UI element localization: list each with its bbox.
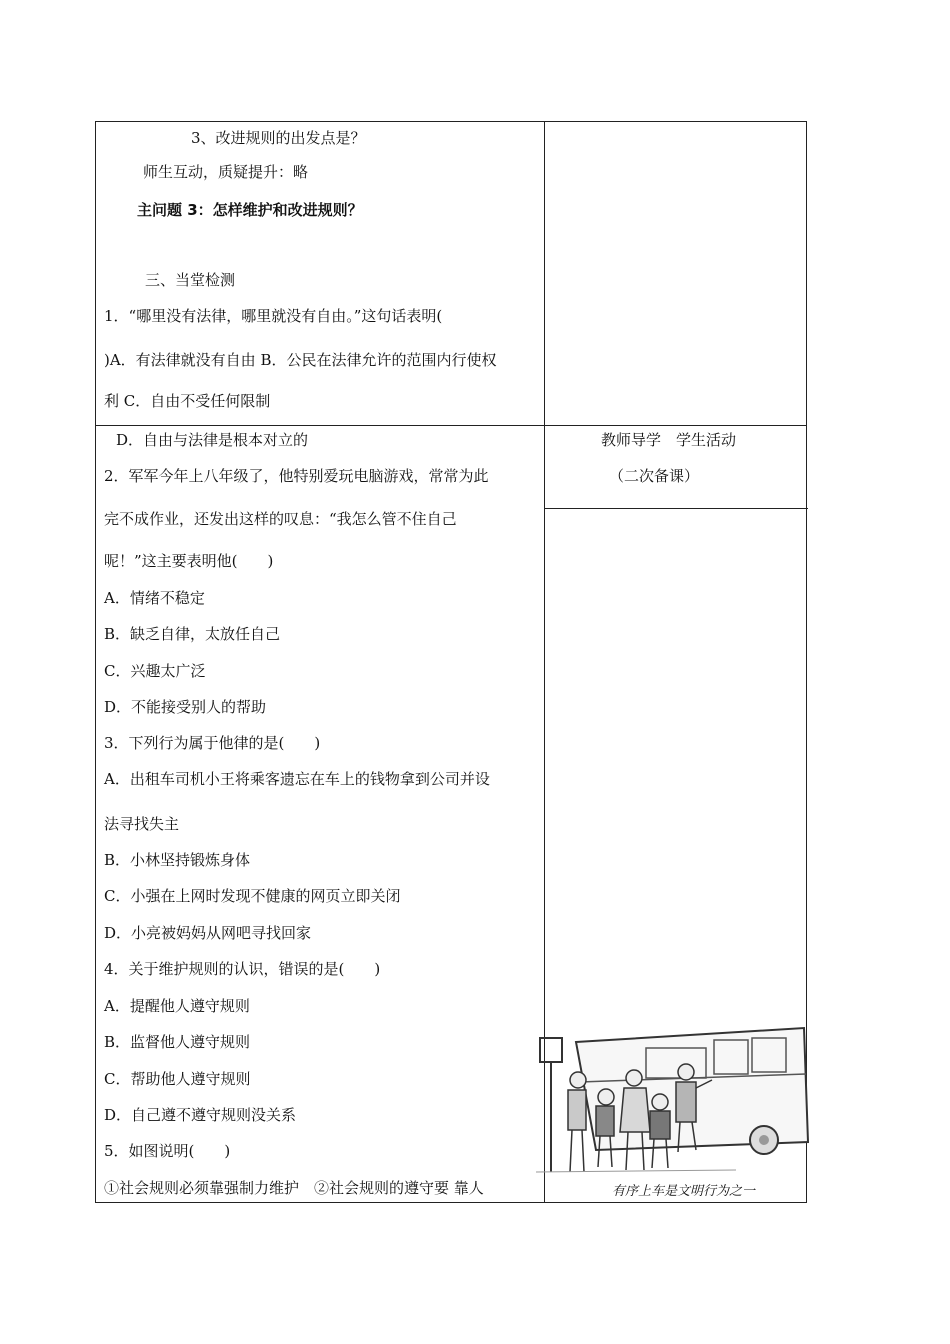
quiz-q5: 5．如图说明( ) bbox=[104, 1142, 231, 1160]
quiz-q4-option-b: B．监督他人遵守规则 bbox=[104, 1033, 251, 1051]
quiz-q2-option-d: D．不能接受别人的帮助 bbox=[104, 698, 267, 716]
quiz-q1-options: )A．有法律就没有自由 B．公民在法律允许的范围内行使权 bbox=[104, 351, 497, 369]
quiz-q1: 1．“哪里没有法律，哪里就没有自由。”这句话表明( bbox=[104, 307, 443, 325]
quiz-q2-cont2: 呢！”这主要表明他( ) bbox=[104, 552, 274, 570]
quiz-q3-option-b: B．小林坚持锻炼身体 bbox=[104, 851, 251, 869]
row-divider bbox=[96, 425, 806, 426]
quiz-q3-option-a: A．出租车司机小王将乘客遗忘在车上的钱物拿到公司并设 bbox=[104, 770, 490, 788]
quiz-q4-option-c: C．帮助他人遵守规则 bbox=[104, 1070, 251, 1088]
quiz-q3-option-c: C．小强在上网时发现不健康的网页立即关闭 bbox=[104, 887, 401, 905]
quiz-q2-option-a: A．情绪不稳定 bbox=[104, 589, 205, 607]
quiz-q3-option-d: D．小亮被妈妈从网吧寻找回家 bbox=[104, 924, 312, 942]
quiz-q5-statements: ①社会规则必须靠强制力维护 ②社会规则的遵守要 靠人 bbox=[104, 1179, 484, 1197]
interaction-line: 师生互动，质疑提升：略 bbox=[143, 163, 309, 181]
quiz-q4-option-d: D．自己遵不遵守规则没关系 bbox=[104, 1106, 297, 1124]
quiz-q2-cont: 完不成作业，还发出这样的叹息：“我怎么管不住自己 bbox=[104, 510, 457, 528]
main-question-3: 主问题 3：怎样维护和改进规则？ bbox=[137, 201, 363, 219]
section-heading: 三、当堂检测 bbox=[145, 271, 236, 289]
right-header-divider bbox=[544, 508, 808, 509]
quiz-q1-option-c: 利 C．自由不受任何限制 bbox=[104, 392, 271, 410]
bus-boarding-illustration bbox=[536, 1022, 810, 1200]
quiz-q2-option-c: C．兴趣太广泛 bbox=[104, 662, 206, 680]
quiz-q3-option-a-cont: 法寻找失主 bbox=[104, 815, 180, 833]
image-caption: 有序上车是文明行为之一 bbox=[612, 1184, 756, 1199]
right-header: 教师导学 学生活动 bbox=[601, 431, 737, 449]
question-line: 3、改进规则的出发点是？ bbox=[191, 129, 366, 147]
quiz-q4-option-a: A．提醒他人遵守规则 bbox=[104, 997, 250, 1015]
quiz-q2-option-b: B．缺乏自律，太放任自己 bbox=[104, 625, 281, 643]
quiz-q2: 2．军军今年上八年级了，他特别爱玩电脑游戏，常常为此 bbox=[104, 467, 489, 485]
quiz-q3: 3．下列行为属于他律的是( ) bbox=[104, 734, 321, 752]
right-subheader: （二次备课） bbox=[609, 467, 700, 485]
quiz-q4: 4．关于维护规则的认识，错误的是( ) bbox=[104, 960, 381, 978]
quiz-q1-option-d: D．自由与法律是根本对立的 bbox=[116, 431, 309, 449]
